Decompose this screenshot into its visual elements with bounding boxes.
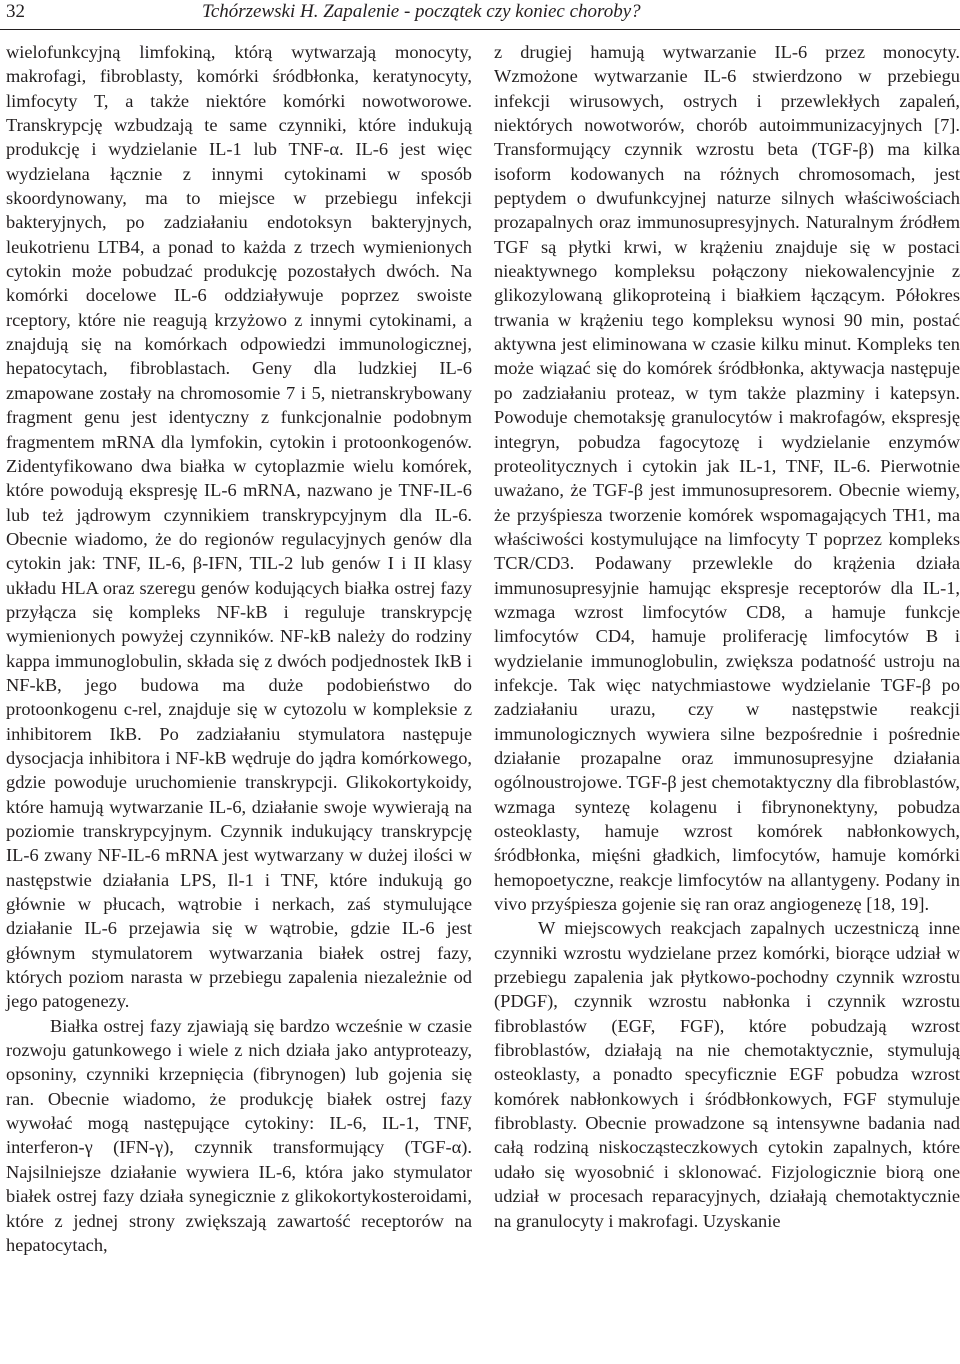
- right-column: [494, 40, 960, 1233]
- paragraph: Białka ostrej fazy zjawiają się bardzo wcześnie w czasie rozwoju gatunkowego i wiele z nich działa jako antyproteazy, opsoniny, czynniki krzepnięcia (fibrynogen) lub gojenia się ran. Obecnie wiadomo, że produkcję białek ostrej fazy wywołać mogą następujące cytokiny: IL-6, IL-1, TNF, interferon-γ (IFN-γ), czynnik transformujący (TGF-α). Najsilniejsze działanie wywiera IL-6, która jako stymulator białek ostrej fazy działa synegicznie z glikokortykosteroidami, które z jednej strony zwiększają zawartość receptorów na hepatocytach,: [6, 1015, 472, 1255]
- paragraph: W miejscowych reakcjach zapalnych uczestniczą inne czynniki wzrostu wydzielane przez komórki, biorące udział w przebiegu zapalenia jak płytkowo-pochodny czynnik wzrostu (PDGF), czynnik wzrostu nabłonka i czynnik wzrostu fibroblastów (EGF, FGF), które pobudzają wzrost fibroblastów, działają na nie chemotaktycznie, stymulują osteoklasty, a ponadto specyficznie EGF pobudza wzrost komórek nabłonkowych i śródbłonkowych, FGF stymuluje fibroblasty. Obecnie prowadzone są intensywne badania nad całą rodziną niskocząsteczkowych cytokin zapalnych, które udało się wyosobnić i sklonować. Fizjologicznie biorą one udział w procesach reparacyjnych, działają chemotaktycznie na granulocyty i makrofagi. Uzyskanie: [494, 918, 960, 1231]
- left-column: [6, 40, 472, 1257]
- paragraph: z drugiej hamują wytwarzanie IL-6 przez monocyty. Wzmożone wytwarzanie IL-6 stwierdzono w przebiegu infekcji wirusowych, ostrych i przewlekłych zapaleń, niektórych nowotworów, chorób autoimmunizacyjnych [7]. Transformujący czynnik wzrostu beta (TGF-β) ma kilka isoform kodowanych na różnych chromosomach, jest peptydem o dwufunkcyjnej naturze silnych właściwościach prozapalnych oraz immunosupresyjnych. Naturalnym źródłem TGF są płytki krwi, w krążeniu znajduje się w postaci nieaktywnego kompleksu połączony niekowalencyjnie z glikozylowaną glikoproteiną i białkiem łączącym. Półokres trwania w krążeniu tego kompleksu wynosi 90 min, postać aktywna jest eliminowana w czasie kilku minut. Kompleks ten może wiązać się do komórek śródbłonka, aktywacja następuje po zadziałaniu proteaz, w tym także plazminy i katepsyn. Powoduje chemotaksję granulocytów i makrofagów, ekspresję integryn, pobudza fagocytozę i wydzielanie enzymów proteolitycznych i cytokin jak IL-1, TNF, IL-6. Pierwotnie uważano, że TGF-β jest immunosupresorem. Obecnie wiemy, że przyśpiesza tworzenie komórek wspomagających TH1, ma właściwości kostymulujące na limfocyty T poprzez kompleks TCR/CD3. Podawany przewlekle do krążenia działa immunosupresyjnie hamując ekspresje receptorów dla IL-1, wzmaga wzrost limfocytów CD8, a hamuje funkcje limfocytów CD4, hamuje proliferację limfocytów B i wydzielanie immunoglobulin, zwiększa podatność ustroju na infekcje. Tak więc natychmiastowe wydzielanie TGF-β po zadziałaniu urazu, czy w następstwie reakcji immunologicznych wywiera silne bezpośrednie i pośrednie działanie prozapalne oraz immunosupresyjne działania ogólnoustrojowe. TGF-β jest chemotaktyczny dla fibroblastów, wzmaga syntezę kolagenu i fibrynonektyny, pobudza osteoklasty, hamuje wzrost komórek nabłonkowych, śródbłonka, mięśni gładkich, limfocytów, hamuje komórki hemopoetyczne, reakcje limfocytów na allantygeny. Podany in vivo przyśpiesza gojenie się ran oraz angiogenezę [18, 19].: [494, 42, 960, 915]
- page-header: [0, 0, 960, 30]
- paragraph: wielofunkcyjną limfokiną, którą wytwarzają monocyty, makrofagi, fibroblasty, komórki śródbłonka, keratynocyty, limfocyty T, a także niektóre komórki nowotworowe. Transkrypcję wzbudzają te same czynniki, które indukują produkcję i wydzielanie IL-1 lub TNF-α. IL-6 jest więc wydzielana łącznie z innymi cytokinami w sposób skoordynowany, ma to miejsce w przebiegu infekcji bakteryjnych, po zadziałaniu endotoksyn bakteryjnych, leukotrienu LTB4, a ponad to każda z trzech wymienionych cytokin może pobudzać produkcję pozostałych dwóch. Na komórki docelowe IL-6 oddziaływuje poprzez swoiste rceptory, które nie reagują krzyżowo z innymi cytokinami, a znajdują się na komórkach odpowiedzi immunologicznej, hepatocytach, fibroblastach. Geny dla ludzkiej IL-6 zmapowane zostały na chromosomie 7 i 5, nietranskrybowany fragment genu jest identyczny z funkcjonalnie podobnym fragmentem mRNA dla lymfokin, cytokin i protoonkogenów. Zidentyfikowano dwa białka w cytoplazmie wielu komórek, które powodują ekspresję IL-6 mRNA, nazwano je TNF-IL-6 lub też jądrowym czynnikiem transkrypcyjnym dla IL-6. Obecnie wiadomo, że do regionów regulacyjnych genów dla cytokin jak: TNF, IL-6, β-IFN, TIL-2 lub genów I i II klasy układu HLA oraz szeregu genów kodujących białka ostrej fazy przyłącza się kompleks NF-kB i reguluje transkrypcję wymienionych powyżej czynników. NF-kB należy do rodziny kappa immunoglobulin, składa się z dwóch podjednostek IkB i NF-kB, jego budowa ma duże podobieństwo do protoonkogenu c-rel, znajduje się w cytozolu w kompleksie z inhibitorem IkB. Po zadziałaniu stymulatora następuje dysocjacja inhibitora i NF-kB wędruje do jądra komórkowego, gdzie powoduje uruchomienie transkrypcji. Glikokortykoidy, które hamują wytwarzanie IL-6, działanie swoje wywierają na poziomie transkrypcyjnym. Czynnik indukujący transkrypcję IL-6 zwany NF-IL-6 mRNA jest wytwarzany w dużej ilości w następstwie działania LPS, Il-1 i TNF, które indukują go głównie w płucach, wątrobie i nerkach, zaś stymulujące działanie IL-6 przejawia się w wątrobie, gdzie IL-6 jest głównym stymulatorem wytwarzania białek ostrej fazy, których poziom narasta w przebiegu zapalenia niezależnie od jego patogenezy.: [6, 42, 472, 1012]
- page-number: 32: [6, 1, 25, 22]
- header-rule: [0, 29, 960, 30]
- running-title: Tchórzewski H. Zapalenie - początek czy koniec choroby?: [202, 1, 641, 22]
